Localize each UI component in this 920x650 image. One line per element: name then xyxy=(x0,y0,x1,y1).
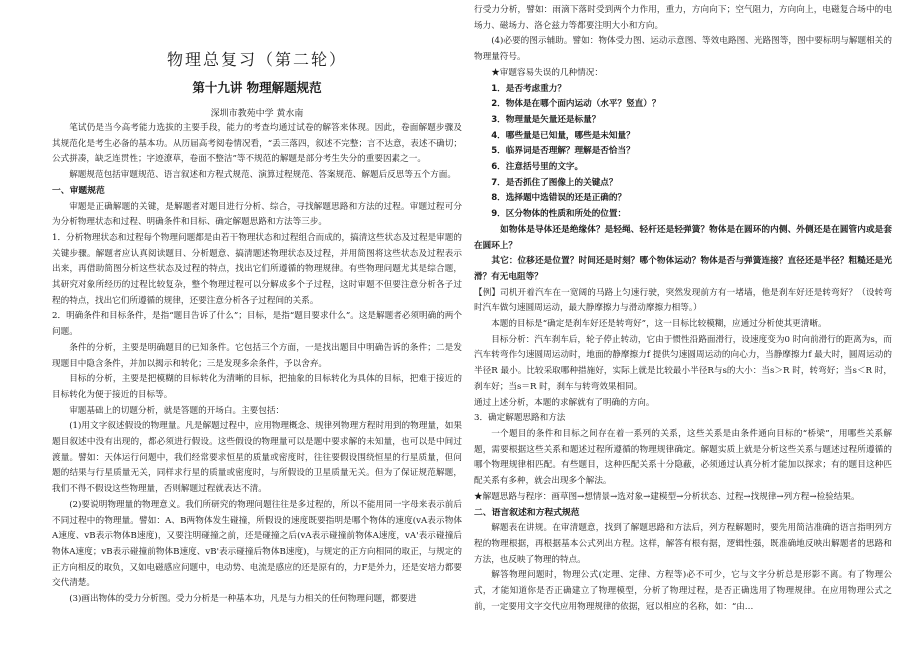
right-paragraph: 一个题目的条件和目标之间存在着一系列的关系，这些关系是由条件通向目标的“桥梁”，用哪些关系解题，需要根据这些关系和题述过程所遵循的物理规律确定。解题实质上就是分析这些关系与题述过程所遵循的哪个物理规律相匹配。有些题目，这种匹配关系十分隐蔽，必须通过认真分析才能加以探求；有的题目这种匹配关系有多种，就会出现多个解法。 xyxy=(474,428,892,487)
right-paragraph: 二、语言叙述和方程式规范 xyxy=(474,507,580,518)
document-title: 物理总复习（第二轮） xyxy=(166,50,347,69)
right-paragraph: 2．物体是在哪个面内运动（水平？竖直）？ xyxy=(491,99,661,110)
right-paragraph: 通过上述分析，本题的求解就有了明确的方向。 xyxy=(474,397,655,408)
left-paragraph: 一、审题规范 xyxy=(52,185,105,196)
left-paragraph: (2)要说明物理量的物理意义。我们所研究的物理问题往往是多过程的，所以不能用同一字母来表示前后不同过程中的物理量。譬如：A、B两物体发生碰撞，所假设的速度既要指明是哪个物体的速度(vA表示物体A速度、vB表示物体B速度)，又要注明碰撞之前，还是碰撞之后(vA表示碰撞前物体A速度，vA'表示碰撞后物体A速度；vB表示碰撞前物体B速度、vB'表示碰撞后物体B速度)，与规定的正方向相同的取正，与规定的正方向相反的取负，又如电磁感应问题中，电动势、电流是感应的还是原有的，力F是外力，还是安培力都要交代清楚。 xyxy=(52,499,462,589)
right-paragraph: (4)必要的图示辅助。譬如：物体受力图、运动示意图、等效电路图、光路图等，图中要标明与解题相关的物理量符号。 xyxy=(474,36,892,63)
right-paragraph: 其它：位移还是位置？时间还是时刻？哪个物体运动？物体是否与弹簧连接？直径还是半径？粗糙还是光滑？有无电阻等？ xyxy=(474,256,892,282)
left-paragraph: 1．分析物理状态和过程每个物理问题都是由若干物理状态和过程组合而成的，搞清这些状态及过程是审题的关键步骤。解题者应认真阅读题目、分析题意、搞清题述物理状态及过程，并用简图将这些状态及过程表示出来，再借助简图分析这些状态及过程的特点，找出它们所遵循的物理规律。有些物理问题尤其是综合题，其研究对象所经历的过程比较复杂，整个物理过程可以分解成多个子过程，这时审题不但要注意分析各子过程的特点，找出它们所遵循的规律，还要注意分析各子过程间的关系。 xyxy=(52,232,462,306)
right-paragraph: ★解题思路与程序：画草图→想情景→选对象→建模型→分析状态、过程→找规律→列方程→检验结果。 xyxy=(474,491,860,502)
author-line: 深圳市教苑中学 黄水南 xyxy=(210,109,304,119)
left-paragraph: 笔试仍是当今高考能力选拔的主要手段，能力的考查均通过试卷的解答来体现。因此，卷面解题步骤及其规范化是考生必备的基本功。从历届高考阅卷情况看，“丢三落四，叙述不完整；言不达意，表述不确切；公式拼凑，缺乏连贯性；字迹潦草，卷面不整洁”等不规范的解题是部分考生失分的重要因素之一。 xyxy=(52,123,462,165)
right-paragraph: 1．是否考虑重力？ xyxy=(491,83,566,94)
left-paragraph: 目标的分析，主要是把模糊的目标转化为清晰的目标，把抽象的目标转化为具体的目标，把难于接近的目标转化为便于接近的目标等。 xyxy=(52,374,462,400)
right-column xyxy=(474,0,892,615)
right-paragraph: 【例】司机开着汽车在一宽阔的马路上匀速行驶，突然发现前方有一堵墙，他是刹车好还是转弯好？（设转弯时汽车做匀速圆周运动，最大静摩擦力与滑动摩擦力相等。） xyxy=(474,287,892,314)
left-column-body xyxy=(52,121,462,608)
right-paragraph: 4．哪些量是已知量，哪些是未知量？ xyxy=(491,130,635,141)
left-column xyxy=(52,0,462,608)
left-paragraph: 2．明确条件和目标条件，是指“题目告诉了什么”；目标，是指“题目要求什么”。这是解题者必须明确的两个问题。 xyxy=(52,311,462,338)
right-paragraph: 本题的目标是“确定是刹车好还是转弯好”，这一目标比较模糊，应通过分析使其更清晰。 xyxy=(491,319,827,330)
right-paragraph: 解题表在讲规。在审清题意，找到了解题思路和方法后，列方程解题时，要先用简洁准确的语言指明列方程的物理根据，再根据基本公式列出方程。这样，解答有根有据，逻辑性强，既准确地反映出解题者的思路和方法，也反映了物理的特点。 xyxy=(474,523,892,565)
left-paragraph: (3)画出物体的受力分析图。受力分析是一种基本功，凡是与力相关的任何物理问题，都要进 xyxy=(69,594,417,605)
right-paragraph: 3．确定解题思路和方法 xyxy=(474,413,566,424)
right-paragraph: 9．区分物体的性质和所处的位置： xyxy=(491,209,627,220)
left-paragraph: 审题是正确解题的关键，是解题者对题目进行分析、综合，寻找解题思路和方法的过程。审题过程可分为分析物理状态和过程、明确条件和目标、确定解题思路和方法等三步。 xyxy=(52,201,462,228)
right-paragraph: 解答物理问题时，物理公式(定理、定律、方程等)必不可少，它与文字分析总是形影不离。有了物理公式，才能知道你是否正确建立了物理模型，分析了物理过程，是否正确选用了物理规律。在应用物理公式之前，一定要用文字交代应用物理规律的依据，冠以相应的名称，如：“由… xyxy=(474,570,892,612)
right-paragraph: ★审题容易失误的几种情况： xyxy=(491,67,603,78)
right-paragraph: 8．选择题中选错误的还是正确的？ xyxy=(491,193,627,204)
right-paragraph: 如物体是导体还是绝缘体？是轻绳、轻杆还是轻弹簧？物体是在圆环的内侧、外侧还是在圆管内或是套在圆环上？ xyxy=(474,224,892,251)
right-paragraph: 7．是否抓住了图像上的关键点？ xyxy=(491,177,618,188)
left-paragraph: (1)用文字叙述假设的物理量。凡是解题过程中，应用物理概念、规律列物理方程时用到的物理量，如果题目叙述中没有出现的，都必须进行假设。这些假设的物理量可以是题中要求解的未知量，也可以是中间过渡量。譬如：天体运行问题中，我们经常要求恒星的质量或密度时，往往要假设围绕恒星的行星质量，但问题的结果与行星质量无关，同样求行星的质量或密度时，与所假设的卫星质量无关。但为了保证规范解题，我们不得不假设这些物理量，否则解题过程就表达不清。 xyxy=(52,421,462,495)
left-paragraph: 审题基础上的切题分析，就是答题的开场白。主要包括： xyxy=(69,405,285,416)
right-paragraph: 目标分析：汽车刹车后，轮子停止转动，它由于惯性沿路面滑行，设速度变为0 时向前滑行的距离为s，而汽车转弯作匀速圆周运动时，地面的静摩擦力f 提供匀速圆周运动的向心力，当静摩擦力f 最大时，圆周运动的半径R 最小。比较采取哪种措施好，实际上就是比较最小半径R与s的大小：当s＞R 时，转弯好；当s＜R 时，刹车好；当s＝R 时，刹车与转弯效果相同。 xyxy=(474,334,892,392)
right-column-body xyxy=(474,3,892,615)
right-paragraph: 3．物理量是矢量还是标量？ xyxy=(491,114,601,125)
lecture-title: 第十九讲 物理解题规范 xyxy=(192,80,322,95)
left-paragraph: 解题规范包括审题规范、语言叙述和方程式规范、演算过程规范、答案规范、解题后反思等五个方面。 xyxy=(69,170,456,181)
left-paragraph: 条件的分析，主要是明确题目的已知条件。它包括三个方面，一是找出题目中明确告诉的条件；二是发现题目中隐含条件，并加以揭示和转化；三是发现多余条件，予以舍弃。 xyxy=(52,342,462,369)
right-paragraph: 5．临界词是否理解？理解是否恰当？ xyxy=(491,146,635,157)
right-paragraph: 行受力分析，譬如：雨滴下落时受到两个力作用，重力，方向向下；空气阻力，方向向上，电磁复合场中的电场力、磁场力、洛仑兹力等都要注明大小和方向。 xyxy=(474,5,892,31)
right-paragraph: 6．注意括号里的文字。 xyxy=(491,162,584,173)
